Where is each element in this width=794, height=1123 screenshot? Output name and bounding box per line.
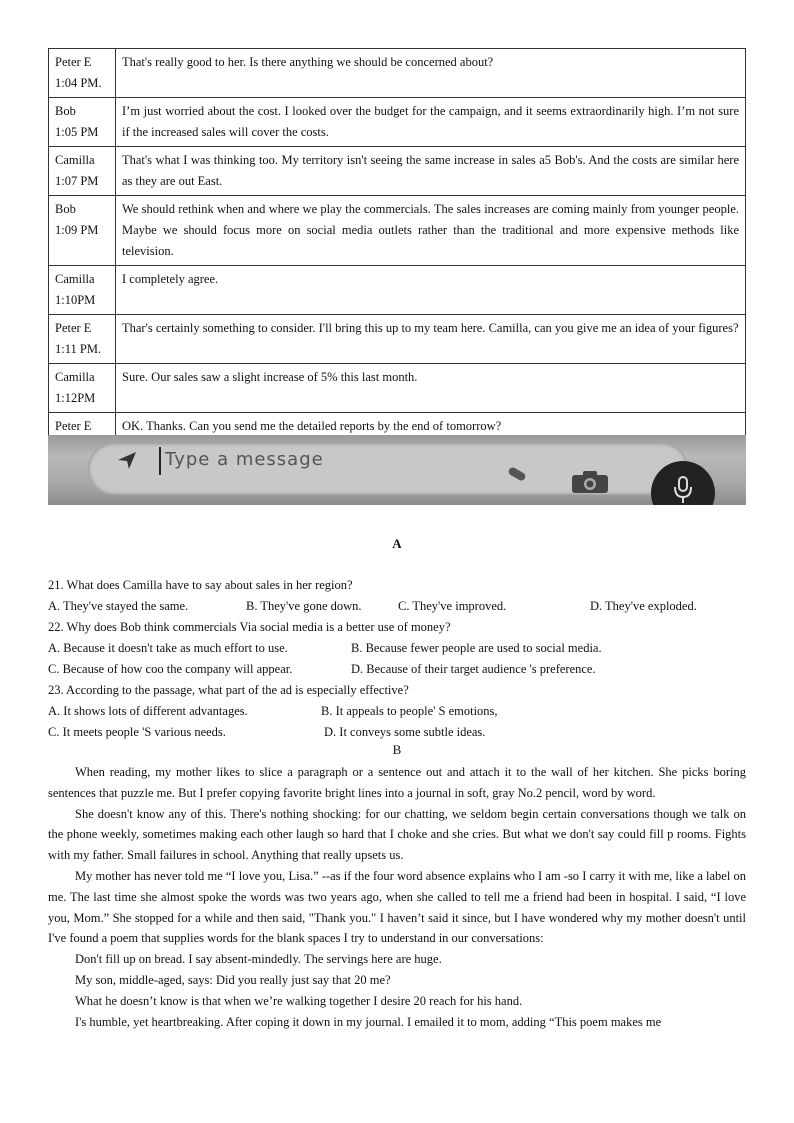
chat-row: [49, 49, 746, 98]
sender-name: Bob: [55, 202, 76, 216]
message-text: That's what I was thinking too. My territory isn't seeing the same increase in sales a5 Bob's. And the costs are similar here as they are out East.: [116, 147, 746, 196]
sender-name: Camilla: [55, 153, 95, 167]
passage-paragraph: Don't fill up on bread. I say absent-mindedly. The servings here are huge.: [75, 952, 442, 967]
q21-option-d: D. They've exploded.: [590, 599, 697, 613]
passage-paragraph: When reading, my mother likes to slice a paragraph or a sentence out and attach it to the wall of her kitchen. She picks boring sentences that puzzle me. But I prefer copying favorite bright lines into a journal in soft, gray No.2 pencil, word by word.: [48, 765, 746, 800]
chat-log-table: [48, 48, 746, 490]
q23-option-a: A. It shows lots of different advantages.: [48, 704, 248, 718]
message-text: Thar's certainly something to consider. I'll bring this up to my team here. Camilla, can you give me an idea of your figures?: [116, 315, 746, 364]
message-time: 1:05 PM: [55, 125, 99, 139]
passage-paragraph: She doesn't know any of this. There's nothing shocking: for our chatting, we seldom begin certain conversations though we talk on the phone weekly, sometimes making each other laugh so hard that I choke and she cries. But what we don't say could fill p rooms. Fights with my father. Small failures in school. Anything that really upsets us.: [48, 806, 746, 863]
sender-name: Camilla: [55, 370, 95, 384]
chat-row: [49, 315, 746, 364]
passage-b: [48, 762, 746, 1032]
message-text: I completely agree.: [116, 266, 746, 315]
chat-sender-cell: [49, 364, 116, 413]
chat-row: [49, 196, 746, 266]
q23-option-b: B. It appeals to people' S emotions,: [321, 704, 498, 718]
q21-option-a: A. They've stayed the same.: [48, 599, 189, 613]
text-cursor: [159, 447, 161, 475]
section-a-title: A: [392, 536, 402, 551]
message-text: Sure. Our sales saw a slight increase of 5% this last month.: [116, 364, 746, 413]
chat-row: [49, 266, 746, 315]
chat-row: [49, 98, 746, 147]
sender-name: Peter E: [55, 419, 92, 433]
message-time: 1:09 PM: [55, 223, 99, 237]
sender-name: Camilla: [55, 272, 95, 286]
message-text: We should rethink when and where we play the commercials. The sales increases are coming mainly from younger people. Maybe we should focus more on social media outlets rather than the traditional and more expensive methods like television.: [116, 196, 746, 266]
sender-name: Peter E: [55, 55, 92, 69]
q22-stem: 22. Why does Bob think commercials Via social media is a better use of money?: [48, 620, 451, 634]
microphone-icon: [671, 475, 695, 505]
message-time: 1:04 PM.: [55, 76, 102, 90]
chat-sender-cell: [49, 147, 116, 196]
message-time: 1:10PM: [55, 293, 96, 307]
passage-paragraph: My mother has never told me “I love you, Lisa.” --as if the four word absence explains who I am -so I carry it with me, like a label on me. The last time she almost spoke the words was two years ago, when she called to tell me a friend had been in hospital. I said, “I love you, Mom.” She stopped for a while and then said, "Thank you." I haven’t said it since, but I have wondered why my mother doesn't until I've found a poem that supplies words for the blank spaces I try to understand in our conversations:: [48, 868, 746, 946]
send-arrow-icon[interactable]: [116, 449, 138, 471]
passage-paragraph: I's humble, yet heartbreaking. After coping it down in my journal. I emailed it to mom, adding “This poem makes me: [75, 1014, 662, 1029]
message-input-placeholder[interactable]: Type a message: [165, 449, 324, 470]
message-time: 1:11 PM.: [55, 342, 102, 356]
chat-row: [49, 364, 746, 413]
message-text: That's really good to her. Is there anything we should be concerned about?: [116, 49, 746, 98]
message-time: 1:12PM: [55, 391, 96, 405]
q21-option-b: B. They've gone down.: [246, 599, 362, 613]
q23-option-c: C. It meets people 'S various needs.: [48, 725, 226, 739]
message-text: OK. Thanks. Can you send me the detailed reports by the end of tomorrow?: [116, 413, 746, 462]
chat-sender-cell: [49, 315, 116, 364]
section-b-title: B: [392, 742, 402, 757]
q22-option-b: B. Because fewer people are used to social media.: [351, 641, 602, 655]
q21-stem: 21. What does Camilla have to say about sales in her region?: [48, 578, 353, 592]
attachment-icon[interactable]: [506, 467, 528, 481]
sender-name: Peter E: [55, 321, 92, 335]
camera-icon[interactable]: [570, 469, 610, 495]
sender-name: Bob: [55, 104, 76, 118]
q22-option-c: C. Because of how coo the company will appear.: [48, 662, 293, 676]
message-input-bar-photo: [48, 435, 746, 505]
chat-sender-cell: [49, 98, 116, 147]
chat-sender-cell: [49, 49, 116, 98]
q22-option-a: A. Because it doesn't take as much effort to use.: [48, 641, 288, 655]
passage-paragraph: My son, middle-aged, says: Did you really just say that 20 me?: [75, 972, 391, 987]
q22-option-d: D. Because of their target audience 's preference.: [351, 662, 596, 676]
chat-sender-cell: [49, 266, 116, 315]
chat-row: [49, 147, 746, 196]
q21-option-c: C. They've improved.: [398, 599, 507, 613]
q23-stem: 23. According to the passage, what part of the ad is especially effective?: [48, 683, 409, 697]
q23-option-d: D. It conveys some subtle ideas.: [324, 725, 486, 739]
message-time: 1:07 PM: [55, 174, 99, 188]
chat-sender-cell: [49, 196, 116, 266]
message-text: I’m just worried about the cost. I looked over the budget for the campaign, and it seems extraordinarily high. I’m not sure if the increased sales will cover the costs.: [116, 98, 746, 147]
passage-paragraph: What he doesn’t know is that when we’re walking together I desire 20 reach for his hand.: [75, 993, 523, 1008]
